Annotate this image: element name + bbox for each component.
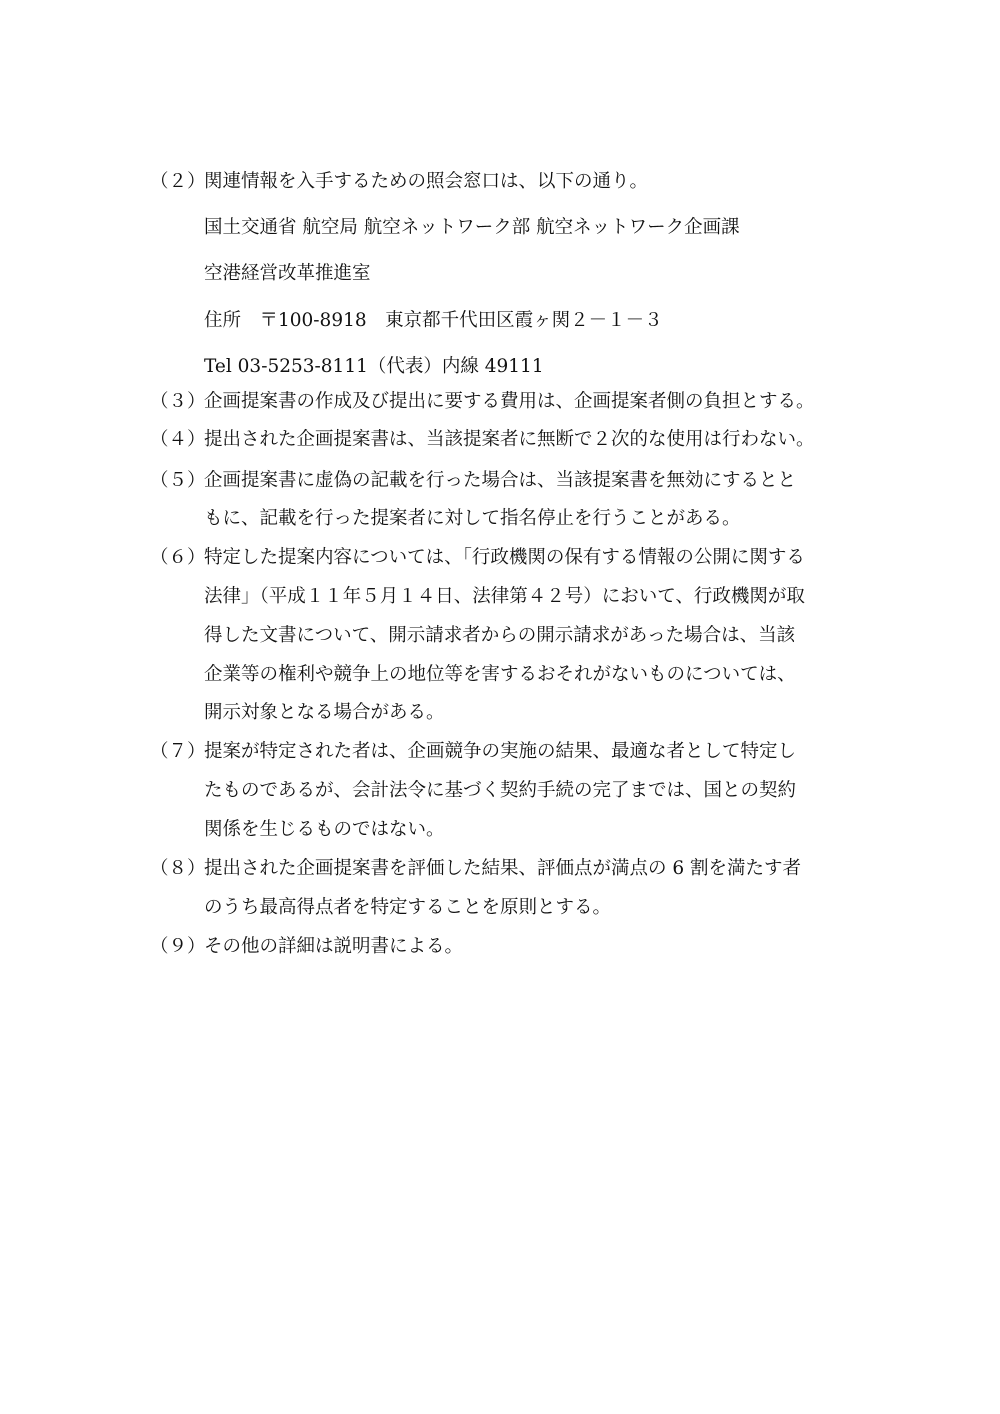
item-text-line: 提出された企画提案書を評価した結果、評価点が満点の 6 割を満たす者 — [204, 858, 802, 879]
contact-line-address: 住所 〒100-8918 東京都千代田区霞ヶ関２－１－３ — [204, 310, 663, 331]
item-text-line: たものであるが、会計法令に基づく契約手続の完了までは、国との契約 — [204, 780, 797, 801]
contact-line-tel: Tel 03-5253-8111（代表）内線 49111 — [204, 356, 544, 377]
item-number: （７） — [150, 741, 206, 762]
item-text-line: 提案が特定された者は、企画競争の実施の結果、最適な者として特定し — [204, 741, 797, 762]
item-number: （５） — [150, 470, 206, 491]
item-text-line: 関係を生じるものではない。 — [204, 819, 445, 840]
item-text-line: 得した文書について、開示請求者からの開示請求があった場合は、当該 — [204, 625, 796, 646]
item-text-line: 企画提案書に虚偽の記載を行った場合は、当該提案書を無効にするとと — [204, 470, 797, 491]
item-text-line: 法律」（平成１１年５月１４日、法律第４２号）において、行政機関が取 — [204, 586, 805, 607]
item-text-line: 提出された企画提案書は、当該提案者に無断で２次的な使用は行わない。 — [204, 429, 815, 450]
item-text-line: 関連情報を入手するための照会窓口は、以下の通り。 — [204, 171, 649, 192]
contact-line-office: 空港経営改革推進室 — [204, 263, 371, 284]
item-text-line: もに、記載を行った提案者に対して指名停止を行うことがある。 — [204, 508, 741, 529]
item-text-line: 企画提案書の作成及び提出に要する費用は、企画提案者側の負担とする。 — [204, 391, 815, 412]
item-text-line: その他の詳細は説明書による。 — [204, 936, 464, 957]
item-number: （８） — [150, 858, 206, 879]
item-text-line: 企業等の権利や競争上の地位等を害するおそれがないものについては、 — [204, 664, 796, 685]
item-number: （６） — [150, 547, 206, 568]
contact-line-organization: 国土交通省 航空局 航空ネットワーク部 航空ネットワーク企画課 — [204, 217, 740, 238]
item-text-line: のうち最高得点者を特定することを原則とする。 — [204, 897, 612, 918]
item-text-line: 特定した提案内容については、「行政機関の保有する情報の公開に関する — [204, 547, 805, 568]
item-number: （９） — [150, 936, 206, 957]
item-number: （３） — [150, 391, 206, 412]
item-text-line: 開示対象となる場合がある。 — [204, 702, 445, 723]
item-number: （４） — [150, 429, 206, 450]
item-number: （２） — [150, 171, 206, 192]
